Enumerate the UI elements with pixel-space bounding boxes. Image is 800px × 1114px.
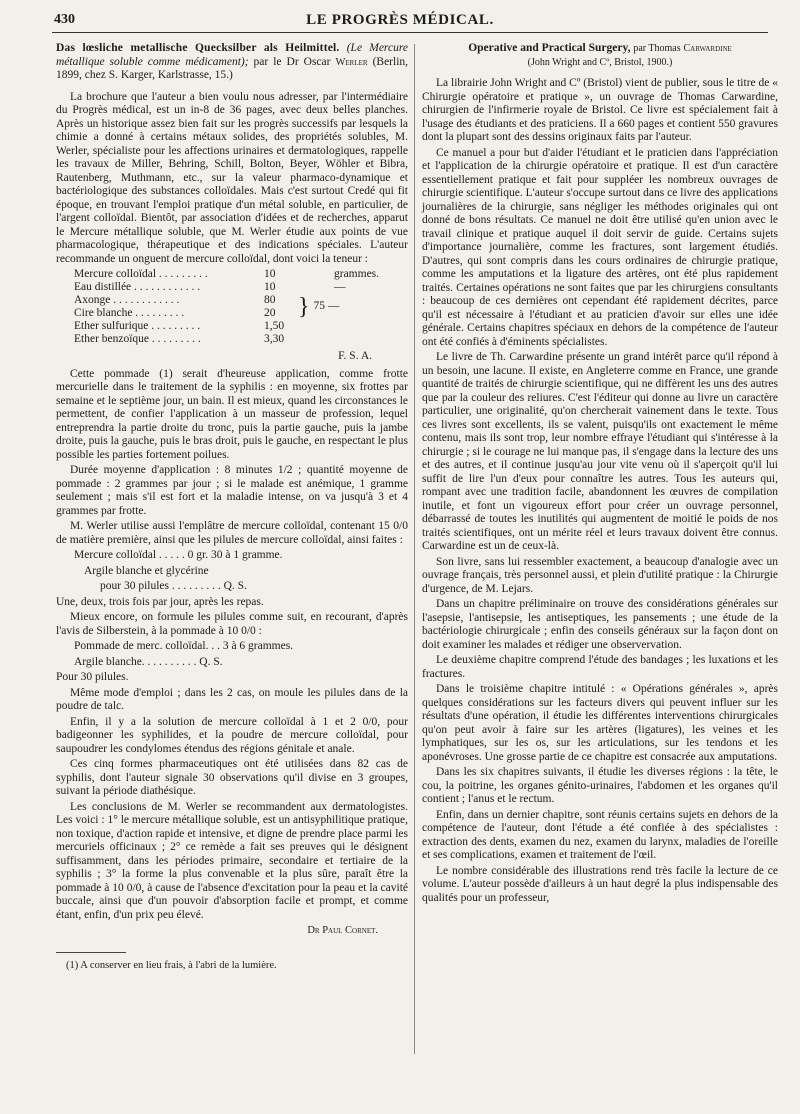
signature: Dr Paul Cornet. xyxy=(307,925,378,936)
recipe-fsa: F. S. A. xyxy=(338,350,372,362)
footnote-rule xyxy=(56,952,126,953)
left-column xyxy=(56,42,408,974)
brace-symbol: } xyxy=(298,294,310,320)
recipe-row xyxy=(74,333,408,346)
recipe-quantity: 80 xyxy=(264,294,276,306)
recipe-ingredient: Ether sulfurique . . . . . . . . . xyxy=(74,320,201,332)
right-paragraph: Son livre, sans lui ressembler exactement, a beaucoup d'analogie avec un ouvrage français, très personnel aussi, et plein d'utilité pratique : la Chirurgie d'urgence, de M. Lejars. xyxy=(422,555,778,595)
recipe-brace-group xyxy=(74,294,408,320)
right-paragraph: La librairie John Wright and Cº (Bristol) vient de publier, sous le titre de « Chirurgie opératoire et pratique », un ouvrage de Thomas Carwardine, chirurgien de l'infirmerie royale de Bristol. Ce livre est spécialement fait à l'usage des étudiants et des praticiens. Il a 660 pages et contient 550 gravures dont la plupart sont des dessins originaux faits par l'auteur. xyxy=(422,77,778,143)
recipe-brace-total: 75 — xyxy=(313,300,340,313)
left-paragraph: Enfin, il y a la solution de mercure colloïdal à 1 et 2 0/0, pour badigeonner les syphilides, et la poudre de mercure colloïdal, pour saupoudrer les condylomes étendus des régions génitale et anale. xyxy=(56,715,408,755)
header-rule xyxy=(52,32,768,33)
left-paragraph: Mieux encore, on formule les pilules comme suit, en recourant, d'après l'avis de Silberstein, à la pommade à 10 0/0 : xyxy=(56,611,408,637)
left-paragraph: Une, deux, trois fois par jour, après les repas. xyxy=(56,595,264,608)
left-publication: (Berlin, 1899, chez S. Karger, Karlstrasse, 15.) xyxy=(56,55,409,81)
recipe-row xyxy=(74,281,408,294)
formula-line: pour 30 pilules . . . . . . . . . Q. S. xyxy=(100,580,247,592)
recipe-row xyxy=(74,320,408,333)
recipe-unit: grammes. xyxy=(334,268,380,280)
left-article-title-fr: (Le Mercure métallique soluble comme médicament); xyxy=(56,42,408,68)
recipe-ingredient: Cire blanche . . . . . . . . . xyxy=(74,307,185,319)
left-author: Werler xyxy=(335,56,368,68)
right-paragraph: Dans les six chapitres suivants, il étudie les diverses régions : la tête, le cou, la poitrine, les organes génito-urinaires, l'abdomen et les organes qu'il contient ; l'anus et le rectum. xyxy=(422,766,778,805)
footnote: (1) A conserver en lieu frais, à l'abri de la lumière. xyxy=(66,959,277,971)
right-article-title: Operative and Practical Surgery, xyxy=(468,42,631,54)
right-paragraph: Ce manuel a pour but d'aider l'étudiant et le praticien dans l'appréciation et l'application de la chirurgie opératoire et pratique. Il est d'un caractère essentiellement pratique et fait pour suppléer les nombreux ouvrages de chirurgie scientifique. L'auteur s'occupe surtout dans ce livre des applications journalières de la chirurgie, sans négliger les méthodes originales qui ont donné de bons résultats. Ce manuel ne doit être utilisé qu'en union avec le travail clinique et pratique auquel il doit servir de guide. Certains sujets d'importance journalière, comme les fractures, sont largement étudiés. D'autres, qui sont compris dans les cours ordinaires de chirurgie pratique, comme les amputations et la ligature des artères, ont été plus rapidement traités. Certaines opérations ne sont faites que par les chirurgiens consultants : beaucoup de ces dernières ont cependant été rapidement décrites, parce qu'il est nécessaire à l'étudiant et au praticien d'avoir sur elles une idée générale. Certains chapitres spéciaux en dehors de la compétence de l'auteur ont été confiés à d'éminents spécialistes. xyxy=(422,146,778,348)
recipe-quantity: 10 xyxy=(264,281,276,293)
recipe-ingredient: Ether benzoïque . . . . . . . . . xyxy=(74,333,201,345)
formula-line: Pour 30 pilules. xyxy=(56,671,129,683)
right-paragraph: Le deuxième chapitre comprend l'étude des bandages ; les luxations et les fractures. xyxy=(422,654,778,680)
right-paragraph: Le livre de Th. Carwardine présente un grand intérêt parce qu'il répond à un besoin, une lacune. Il existe, en Angleterre comme en France, une grande quantité de traités de chirurgie scientifique, qui ne diffèrent les uns des autres que par la couleur des reliures. C'est l'éditeur qui donne au livre un caractère particulier, une originalité, qu'on chercherait vainement dans le texte. Tous ces livres sont excellents, ils se valent, puisqu'ils ont exactement le même contenu, mais ils sont trop, leur nombre effraye l'étudiant qui s'intéresse à la chirurgie ; si le courage ne lui manque pas, il s'engage dans la lecture des uns et des autres, et il continue jusqu'au jour vite venu où il s'aperçoit qu'il lui suffit de lire l'un d'eux pour connaître les autres. Tous les auteurs qui, rompant avec une tradition facile, abandonnent les œuvres de compilation inutile, et font un vigoureux effort pour créer un ouvrage personnel, débarrassé de toutes les inutilités qui augmentent de moitié le poids de nos traités scientifiques, ont un mérite réel et leurs travaux doivent être connus. Carwardine est un de ceux-là. xyxy=(422,351,778,552)
recipe-ingredient: Mercure colloïdal . . . . . . . . . xyxy=(74,268,208,280)
left-paragraph: Même mode d'emploi ; dans les 2 cas, on moule les pilules dans de la poudre de talc. xyxy=(56,686,408,712)
formula-line: Pommade de merc. colloïdal. . . 3 à 6 grammes. xyxy=(74,640,294,652)
recipe-quantity: 20 xyxy=(264,307,276,319)
right-paragraph: Le nombre considérable des illustrations rend très facile la lecture de ce volume. L'auteur possède d'ailleurs à un haut degré la plus indispensable des qualités pour un professeur, xyxy=(422,864,778,904)
formula-line: Argile blanche. . . . . . . . . . Q. S. xyxy=(74,655,223,668)
left-paragraph: Durée moyenne d'application : 8 minutes 1/2 ; quantité moyenne de pommade : 2 grammes par jour ; si le malade est anémique, 1 gramme seulement ; mais s'il est fort et la maladie intense, on va jusqu'à 3 et 4 grammes par frotte. xyxy=(56,464,408,517)
recipe-ingredient: Axonge . . . . . . . . . . . . xyxy=(74,294,180,306)
recipe-row xyxy=(74,307,294,320)
page-number: 430 xyxy=(54,12,75,27)
recipe-row xyxy=(74,294,294,307)
left-article-heading xyxy=(56,42,408,83)
right-author-intro: par Thomas xyxy=(633,43,681,54)
running-head: LE PROGRÈS MÉDICAL. xyxy=(306,12,494,28)
recipe-unit: — xyxy=(334,281,346,293)
recipe-quantity: 10 xyxy=(264,268,276,280)
recipe-quantity: 3,30 xyxy=(264,333,285,345)
recipe-ingredient: Eau distillée . . . . . . . . . . . . xyxy=(74,281,201,293)
recipe-row xyxy=(74,268,408,281)
left-author-intro: par le Dr Oscar xyxy=(253,55,331,68)
right-paragraph: Dans le troisième chapitre intitulé : « Opérations générales », après quelques considérations sur les facteurs divers qui peuvent influer sur les résultats d'une opération, il étudie les différentes interventions chirurgicales qu'on peut avoir à faire sur les artères (ligatures), les veines et les lymphatiques, sur les os, sur les articulations, sur les tendons et les aponévroses. Une grosse partie de ce chapitre est consacrée aux amputations. xyxy=(422,683,778,763)
right-column xyxy=(422,42,778,907)
pill-formula xyxy=(74,549,408,594)
formula-line: Argile blanche et glycérine xyxy=(84,564,209,577)
right-author: Carwardine xyxy=(683,43,732,54)
left-article-title: Das lœsliche metallische Quecksilber als Heilmittel. xyxy=(56,42,340,54)
pill-formula-2 xyxy=(74,640,408,669)
left-paragraph: M. Werler utilise aussi l'emplâtre de mercure colloïdal, contenant 15 0/0 de matière première, ainsi que les pilules de mercure colloïdal, ainsi faites : xyxy=(56,520,408,546)
right-paragraph: Enfin, dans un dernier chapitre, sont réunis certains sujets en dehors de la compétence de l'auteur, dont l'étude a été confiée à des spécialistes : extraction des dents, examen du nez, examen du larynx, maladies de l'oreille et ses complications, examen et traitement de l'œil. xyxy=(422,808,778,861)
left-paragraph: Ces cinq formes pharmaceutiques ont été utilisées dans 82 cas de syphilis, dont l'auteur signale 30 observations qu'il divise en 3 groupes, suivant la période diathésique. xyxy=(56,758,408,797)
left-paragraph: Les conclusions de M. Werler se recommandent aux dermatologistes. Les voici : 1° le mercure métallique soluble, est un antisyphilitique pratique, non toxique, d'action rapide et intensive, et digne de prendre place parmi les mercuriels officinaux ; 2° ce remède a fait ses preuves qui le désignent suffisamment, dans les périodes primaire, secondaire et tertiaire de la syphilis ; 3° la forme la plus convenable et la plus sûre, paraît être la pommade à 10 0/0, à cause de l'absence d'excitation pour la peau et la cavité buccale, ainsi que d'un pouvoir d'absorption facile et prompt, et comme étant, enfin, d'un prix peu élevé. xyxy=(56,800,408,921)
formula-line: Mercure colloïdal . . . . . 0 gr. 30 à 1 gramme. xyxy=(74,549,283,561)
left-paragraph: La brochure que l'auteur a bien voulu nous adresser, par l'intermédiaire du Progrès médical, est un in-8 de 36 pages, avec deux belles planches. Après un historique assez bien fait sur les progrès successifs par lesquels la chimie a donné à certains métaux solides, des propriétés solubles, M. Werler, spécialiste pour les affections urinaires et dermatologiques, rappelle les travaux de Miller, Behring, Schill, Bolton, Beyer, Wöhler et Bibra, Rautenberg, Muthmann, etc., sur la valeur pharmaco-dynamique et bactériologique des substances colloïdales. Mais c'est surtout Credé qui fit époque, en trouvant l'emploi pratique d'un métal soluble, en particulier, de l'argent colloïdal. Bientôt, par association d'idées et de recherches, apparut le Mercure métallique soluble, que M. Werler étudie aux points de vue pharmacologique, thérapeutique et des indications spéciales. L'auteur recommande un onguent de mercure colloïdal, dont voici la teneur : xyxy=(56,90,408,265)
right-publication: (John Wright and Cº, Bristol, 1900.) xyxy=(527,56,673,68)
right-paragraph: Dans un chapitre préliminaire on trouve des considérations générales sur l'asepsie, l'antisepsie, les antiseptiques, les pansements ; une étude de la bactériologie chirurgicale ; enfin des conseils généraux sur la façon dont on doit examiner les malades et rédiger une observervation. xyxy=(422,598,778,651)
ointment-recipe xyxy=(74,268,408,346)
right-article-heading xyxy=(422,42,778,69)
recipe-quantity: 1,50 xyxy=(264,320,285,332)
column-divider xyxy=(414,44,415,1054)
left-paragraph: Cette pommade (1) serait d'heureuse application, comme frotte mercurielle dans le traitement de la syphilis : en moyenne, six frottes par semaine et le septième jour, un bain. Il est mieux, quand les circonstances le permettent, de confier l'application à un masseur de profession, lequel entreprendra la partie droite du tronc, puis la partie gauche, puis la jambe droite, puis la gauche, puis le bras droit, puis le gauche, en respectant le plus possible les parties fortement poilues. xyxy=(56,367,408,461)
